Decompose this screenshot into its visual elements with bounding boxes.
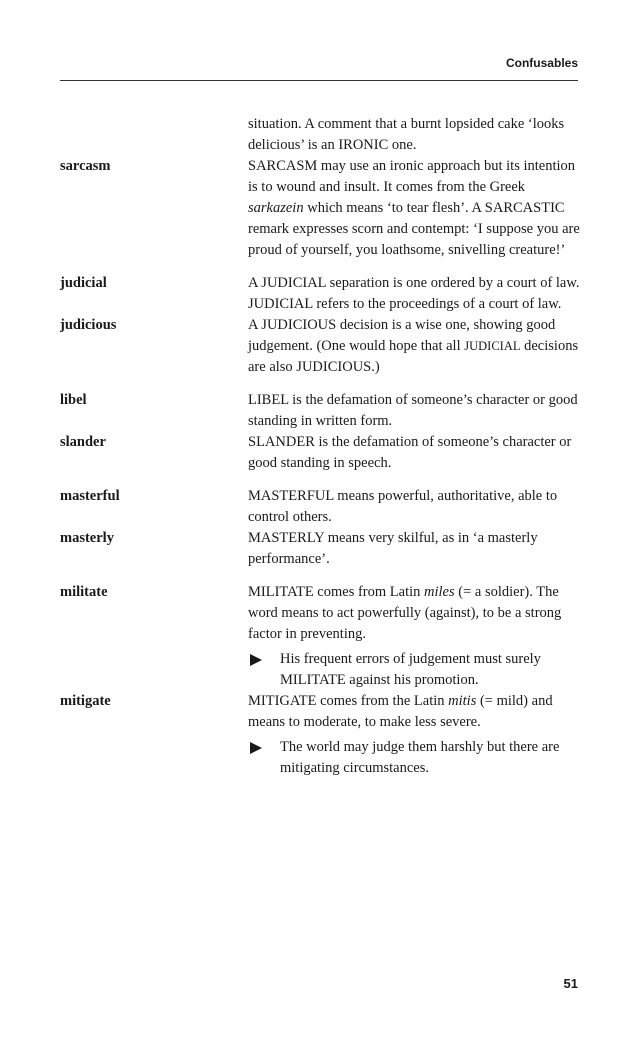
judicious-def-text: A JUDICIOUS decision is a wise one, showing good judgement. (One would hope that all: [248, 317, 556, 354]
sarcasm-def-text: SARCASM may use an ironic approach but its intention is to wound and insult. It comes from the Greek: [248, 158, 576, 195]
entry-libel: [60, 390, 578, 432]
entry-mitigate: [60, 691, 578, 779]
entry-masterly: [60, 528, 578, 570]
judicial-def-text: A JUDICIAL separation is one ordered by a court of law. JUDICIAL refers to the proceedings of a court of law.: [248, 275, 580, 312]
definition-militate: [248, 582, 580, 691]
definition-slander: [248, 432, 580, 474]
term-masterly: masterly: [60, 530, 114, 546]
term-judicious: judicious: [60, 317, 117, 333]
sarcasm-def-text-end: which means ‘to tear flesh’. A SARCASTIC remark expresses scorn and contempt: ‘I suppose you are proud of yourself, you loathsome, snivelling creature!’: [248, 200, 580, 258]
entry-judicious: [60, 315, 578, 378]
term-libel: libel: [60, 392, 87, 408]
term-judicial: judicial: [60, 275, 107, 291]
definition-judicious: [248, 315, 580, 378]
term-sarcasm: sarcasm: [60, 158, 111, 174]
term-mitigate: mitigate: [60, 693, 111, 709]
militate-def-text-end: (= a soldier). The word means to act powerfully (against), to be a strong factor in preventing.: [248, 584, 562, 642]
masterly-def-text: MASTERLY means very skilful, as in ‘a masterly performance’.: [248, 530, 538, 567]
example-mitigate: [248, 737, 580, 779]
slander-def-text: SLANDER is the defamation of someone’s character or good standing in speech.: [248, 434, 572, 471]
definition-libel: [248, 390, 580, 432]
example-arrow-icon: [250, 654, 262, 666]
entry-continuation: [60, 114, 578, 156]
definition-mitigate: [248, 691, 580, 779]
judicious-def-smallcaps: JUDICIAL: [464, 339, 521, 353]
mitigate-def-italic: mitis: [448, 693, 477, 709]
mitigate-def-text-end: (= mild) and means to moderate, to make less severe.: [248, 693, 553, 730]
masterful-def-text: MASTERFUL means powerful, authoritative, able to control others.: [248, 488, 558, 525]
glossary-content: [60, 114, 578, 779]
entry-militate: [60, 582, 578, 691]
definition-masterly: [248, 528, 580, 570]
mitigate-example-text: The world may judge them harshly but there are mitigating circumstances.: [280, 739, 560, 776]
militate-def-text: MILITATE comes from Latin: [248, 584, 425, 600]
term-slander: slander: [60, 434, 106, 450]
term-masterful: masterful: [60, 488, 120, 504]
continuation-text: situation. A comment that a burnt lopsided cake ‘looks delicious’ is an IRONIC one.: [248, 116, 565, 153]
entry-slander: [60, 432, 578, 474]
entry-sarcasm: [60, 156, 578, 261]
example-arrow-icon: [250, 742, 262, 754]
entry-masterful: [60, 486, 578, 528]
definition-judicial: [248, 273, 580, 315]
militate-def-italic: miles: [424, 584, 455, 600]
militate-example-text: His frequent errors of judgement must surely MILITATE against his promotion.: [280, 651, 541, 688]
header-rule: [60, 80, 578, 81]
definition-sarcasm: [248, 156, 580, 261]
entry-judicial: [60, 273, 578, 315]
page-number: 51: [563, 976, 578, 991]
running-header: Confusables: [505, 56, 578, 70]
libel-def-text: LIBEL is the defamation of someone’s character or good standing in written form.: [248, 392, 578, 429]
mitigate-def-text: MITIGATE comes from the Latin: [248, 693, 449, 709]
definition-masterful: [248, 486, 580, 528]
example-militate: [248, 649, 580, 691]
judicious-def-text-end: decisions are also JUDICIOUS.): [248, 338, 579, 375]
sarcasm-def-italic: sarkazein: [248, 200, 304, 216]
term-militate: militate: [60, 584, 108, 600]
